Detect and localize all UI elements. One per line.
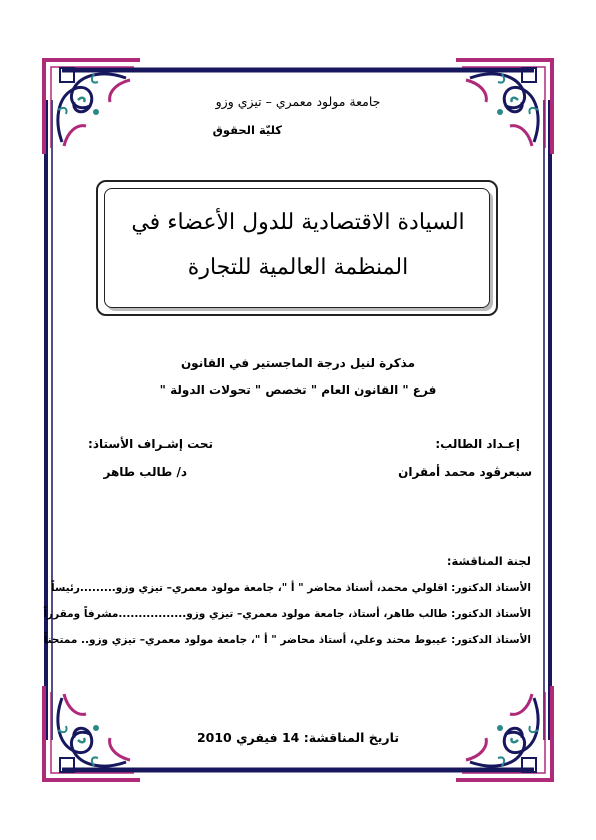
degree-statement: مذكرة لنيل درجة الماجستير في القانون xyxy=(180,356,416,370)
specialization-statement: فرع " القانون العام " تخصص " تحولات الدولة " xyxy=(159,383,437,397)
prepared-by-label: إعـداد الطالب: xyxy=(435,437,520,451)
supervisor-name: د/ طالب طاهر xyxy=(103,465,187,479)
committee-member: الأستاذ الدكتور: طالب طاهر، أستاذ، جامعة مولود معمري– تيزي وزو.................مشرفاً ومقرراً xyxy=(43,608,531,620)
supervisor-label: تحت إشـراف الأستاذ: xyxy=(88,437,213,451)
thesis-title-line-1: السيادة الاقتصادية للدول الأعضاء في xyxy=(131,210,465,235)
faculty-name: كليّة الحقوق xyxy=(212,123,282,137)
thesis-title-line-2: المنظمة العالمية للتجارة xyxy=(187,255,409,280)
university-name: جامعة مولود معمري – تيزي وزو xyxy=(215,94,381,109)
defense-date: تاريخ المناقشة: 14 فيفري 2010 xyxy=(196,730,400,745)
student-name: سبعرڨود محمد أمقران xyxy=(398,465,532,479)
title-frame-inner xyxy=(104,188,490,308)
committee-title: لجنة المناقشة: xyxy=(446,554,531,568)
committee-member: الأستاذ الدكتور: عيبوط محند وعلي، أستاذ محاضر " أ "، جامعة مولود معمري– تيزي وزو.. ممتحناً xyxy=(43,634,531,646)
committee-member: الأستاذ الدكتور: اقلولي محمد، أستاذ محاضر " أ "، جامعة مولود معمري– تيزي وزو.........رئيساً xyxy=(51,582,531,594)
